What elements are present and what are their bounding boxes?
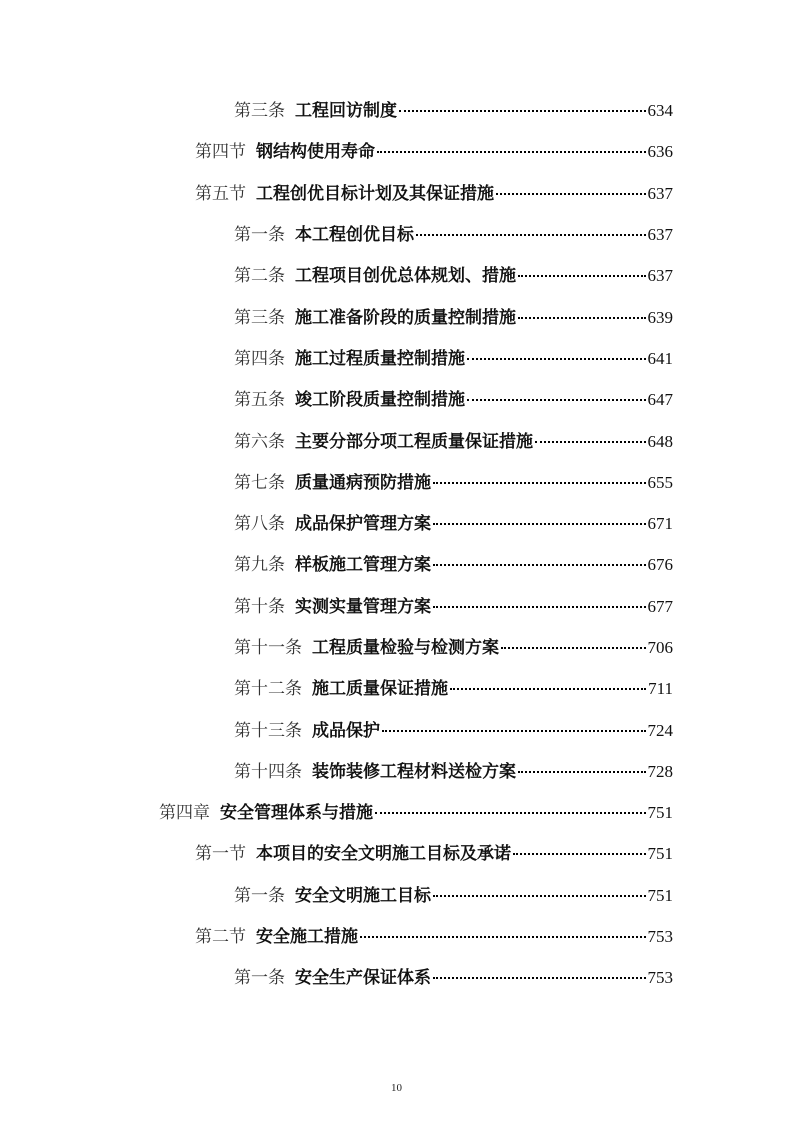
dot-leader [518,317,646,319]
dot-leader [518,275,646,277]
toc-entry-title: 安全文明施工目标 [295,885,431,906]
toc-entry-page: 753 [647,968,673,988]
toc-entry-page: 751 [647,803,673,823]
dot-leader [467,399,646,401]
page-number-footer: 10 [391,1082,402,1094]
toc-row[interactable] [0,129,793,170]
toc-entry[interactable] [195,922,793,947]
toc-entry-page: 751 [647,885,673,905]
toc-entry-page: 637 [647,266,673,286]
toc-entry-title: 安全施工措施 [256,927,358,948]
toc-entry[interactable] [234,96,793,121]
dot-leader [360,936,646,938]
dot-leader [433,564,646,566]
toc-entry-title: 工程项目创优总体规划、措施 [295,266,516,287]
toc-row[interactable] [0,253,793,294]
toc-entry-page: 636 [647,142,673,162]
toc-entry[interactable] [234,303,793,328]
toc-row[interactable] [0,955,793,996]
toc-entry-number: 第七条 [234,472,285,493]
toc-entry[interactable] [159,798,793,823]
toc-entry-title: 工程创优目标计划及其保证措施 [256,183,494,204]
toc-entry-number: 第二条 [234,266,285,287]
toc-entry-title: 施工质量保证措施 [312,679,448,700]
toc-entry-title: 实测实量管理方案 [295,596,431,617]
toc-entry-number: 第五节 [195,183,246,204]
toc-entry-page: 647 [647,390,673,410]
toc-entry-title: 安全管理体系与措施 [220,803,373,824]
toc-entry[interactable] [234,220,793,245]
dot-leader [416,234,646,236]
toc-entry[interactable] [234,757,793,782]
toc-row[interactable] [0,418,793,459]
toc-entry-page: 728 [647,761,673,781]
toc-entry-number: 第四条 [234,348,285,369]
toc-entry-title: 质量通病预防措施 [295,472,431,493]
toc-entry-title: 竣工阶段质量控制措施 [295,390,465,411]
toc-entry-title: 成品保护 [312,720,380,741]
toc-entry-number: 第二节 [195,927,246,948]
toc-row[interactable] [0,873,793,914]
toc-entry-page: 706 [647,638,673,657]
toc-entry-title: 安全生产保证体系 [295,968,431,989]
toc-entry-number: 第十一条 [234,638,302,658]
toc-entry-page: 711 [648,679,673,699]
dot-leader [518,771,646,773]
dot-leader [496,193,646,195]
toc-entry[interactable] [234,963,793,988]
toc-entry-title: 主要分部分项工程质量保证措施 [295,431,533,452]
toc-row[interactable] [0,501,793,542]
toc-row[interactable] [0,831,793,872]
toc-entry-number: 第五条 [234,390,285,411]
toc-entry-number: 第十条 [234,596,285,617]
toc-entry-title: 成品保护管理方案 [295,514,431,535]
toc-entry-title: 工程回访制度 [295,101,397,122]
dot-leader [513,853,646,855]
toc-row[interactable] [0,666,793,707]
toc-entry[interactable] [234,344,793,369]
toc-entry-number: 第一条 [234,885,285,906]
toc-entry[interactable] [195,839,793,864]
toc-row[interactable] [0,542,793,583]
dot-leader [467,358,646,360]
toc-entry-page: 641 [647,348,673,368]
toc-entry-title: 工程质量检验与检测方案 [312,638,499,658]
toc-row[interactable] [0,171,793,212]
toc-entry-title: 装饰装修工程材料送检方案 [312,761,516,782]
toc-entry-title: 本项目的安全文明施工目标及承诺 [256,844,511,865]
toc-entry-title: 施工过程质量控制措施 [295,348,465,369]
dot-leader [375,812,646,814]
dot-leader [433,606,646,608]
toc-row[interactable] [0,625,793,666]
toc-entry-page: 639 [647,307,673,327]
toc-entry[interactable] [195,137,793,162]
toc-entry-number: 第十四条 [234,761,302,782]
toc-entry[interactable] [234,881,793,906]
toc-row[interactable] [0,377,793,418]
toc-entry-title: 本工程创优目标 [295,225,414,246]
dot-leader [433,523,646,525]
toc-row[interactable] [0,790,793,831]
dot-leader [399,110,646,112]
toc-entry-number: 第八条 [234,514,285,535]
toc-entry[interactable] [234,550,793,575]
toc-entry[interactable] [195,179,793,204]
toc-entry[interactable] [234,468,793,493]
toc-entry-number: 第四节 [195,142,246,163]
toc-entry-title: 样板施工管理方案 [295,555,431,576]
dot-leader [535,441,646,443]
toc-entry[interactable] [234,427,793,452]
toc-entry-page: 637 [647,183,673,203]
toc-entry-page: 751 [647,844,673,864]
table-of-contents [0,88,793,997]
toc-entry-number: 第十三条 [234,720,302,741]
toc-row[interactable] [0,749,793,790]
toc-entry-number: 第四章 [159,803,210,824]
toc-row[interactable] [0,294,793,335]
dot-leader [501,647,646,649]
dot-leader [433,895,646,897]
toc-row[interactable] [0,707,793,748]
toc-entry-page: 634 [647,101,673,121]
dot-leader [450,688,646,690]
toc-entry-number: 第一节 [195,844,246,865]
toc-entry-page: 648 [647,431,673,451]
toc-entry[interactable] [234,509,793,534]
toc-row[interactable] [0,914,793,955]
toc-entry-number: 第十二条 [234,679,302,700]
toc-entry-page: 677 [647,596,673,616]
toc-entry-page: 724 [647,720,673,740]
toc-row[interactable] [0,212,793,253]
toc-entry[interactable] [234,716,793,741]
dot-leader [433,482,646,484]
toc-entry-number: 第一条 [234,225,285,246]
toc-entry[interactable] [234,385,793,410]
toc-entry-page: 676 [647,555,673,575]
dot-leader [377,151,646,153]
toc-entry-page: 655 [647,472,673,492]
dot-leader [382,730,646,732]
toc-entry-number: 第三条 [234,307,285,328]
toc-entry-number: 第一条 [234,968,285,989]
toc-entry[interactable] [234,261,793,286]
toc-entry-page: 753 [647,927,673,947]
toc-entry-page: 637 [647,225,673,245]
toc-entry-title: 施工准备阶段的质量控制措施 [295,307,516,328]
toc-entry[interactable] [234,592,793,617]
toc-entry[interactable] [234,674,793,699]
toc-entry-page: 671 [647,514,673,534]
toc-row[interactable] [0,460,793,501]
toc-entry-number: 第六条 [234,431,285,452]
toc-entry-title: 钢结构使用寿命 [256,142,375,163]
toc-row[interactable] [0,88,793,129]
dot-leader [433,977,646,979]
toc-row[interactable] [0,584,793,625]
toc-entry-number: 第九条 [234,555,285,576]
toc-entry[interactable] [234,633,793,658]
toc-entry-number: 第三条 [234,101,285,122]
toc-row[interactable] [0,336,793,377]
